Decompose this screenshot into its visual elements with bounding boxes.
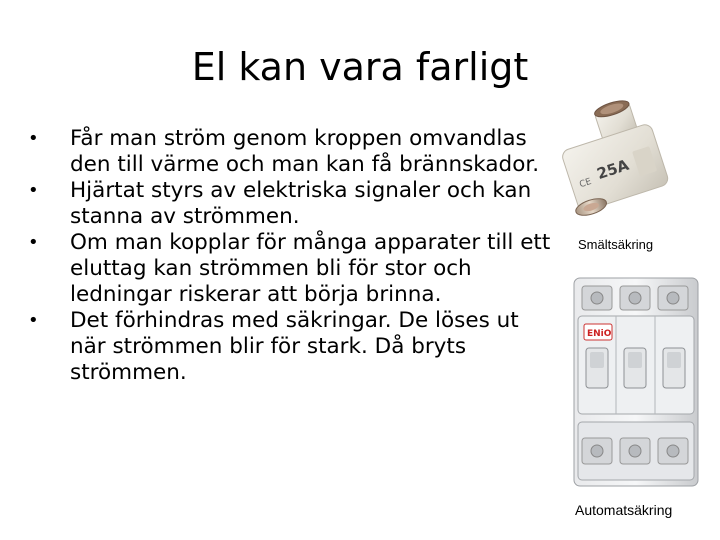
fuse-caption: Smältsäkring [578,237,654,252]
bullet-dot: • [28,232,39,253]
bullet-item [28,126,556,178]
breaker-caption: Automatsäkring [575,502,673,518]
bullet-dot: • [28,310,39,331]
bullet-text: Om man kopplar för många apparater till ett eluttag kan strömmen bli för stor och ledningar riskerar att börja brinna. [70,230,551,307]
bullet-text: Hjärtat styrs av elektriska signaler och kan stanna av strömmen. [70,178,532,229]
fuse-image [548,96,678,226]
fuse-rating-label: 25A [594,155,632,184]
bullet-text: Får man ström genom kroppen omvandlas den till värme och man kan få brännskador. [70,126,540,177]
circuit-breaker-image [560,272,710,492]
bullet-item [28,178,556,230]
bullet-item [28,308,556,386]
bullet-text: Det förhindras med säkringar. De löses ut när strömmen blir för stark. Då bryts strömmen. [70,308,519,385]
bullet-dot: • [28,180,39,201]
bullet-list [28,126,556,386]
bullet-item [28,230,556,308]
breaker-brand-label: ENiO [587,329,612,339]
svg-text:CE: CE [578,176,593,191]
bullet-dot: • [28,128,39,149]
slide-title: El kan vara farligt [191,45,529,89]
